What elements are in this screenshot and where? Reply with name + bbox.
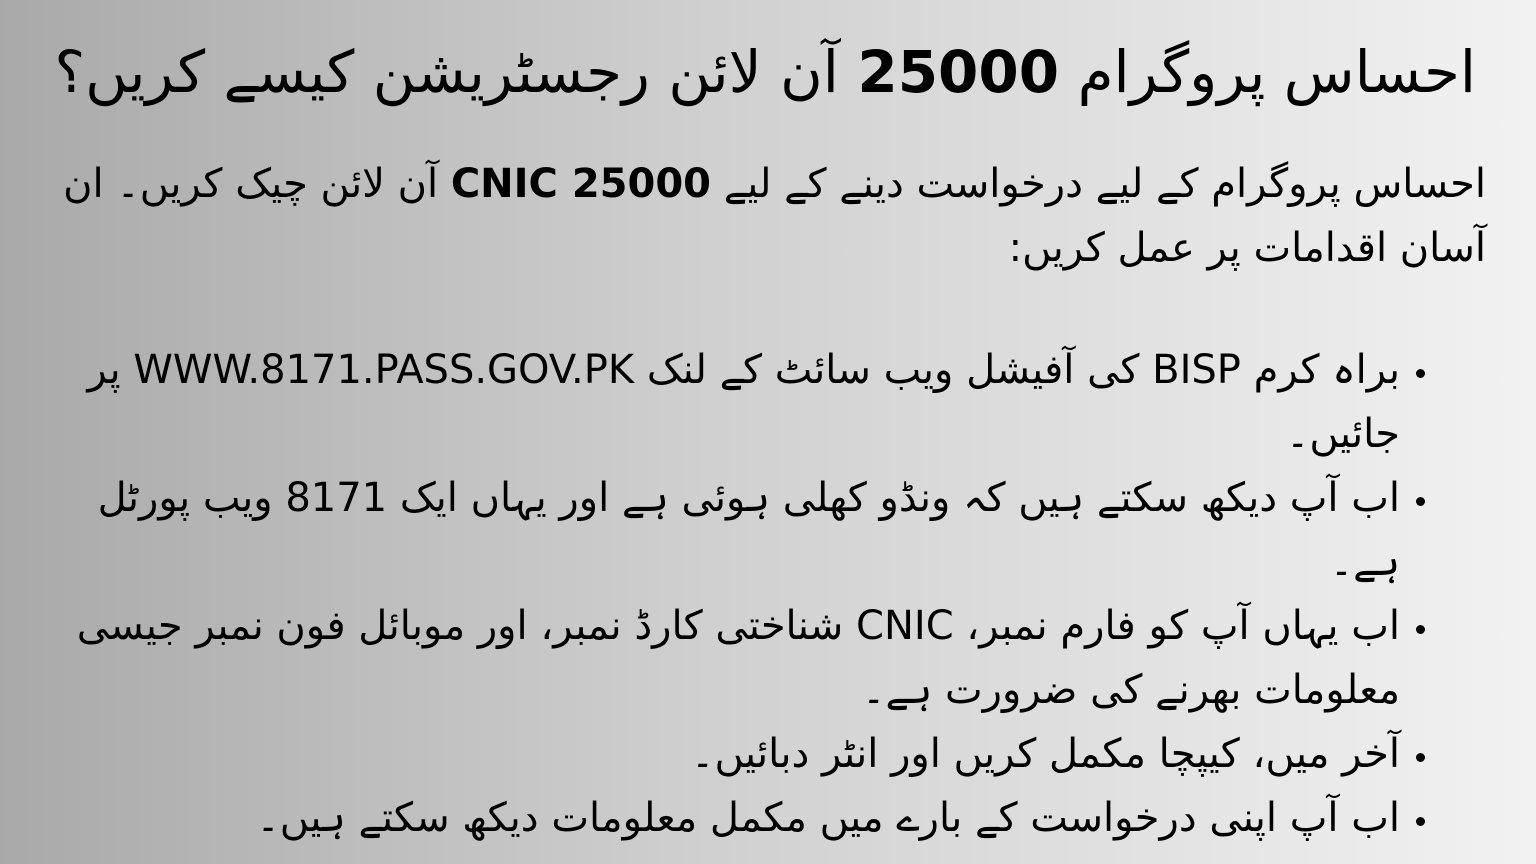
step-item (40, 338, 1400, 466)
step-item: • اب یہاں آپ کو فارم نمبر، CNIC شناختی کارڈ نمبر، اور موبائل فون نمبر جیسی معلومات بھرنے کی ضرورت ہے۔ (40, 594, 1400, 722)
step-text-start: براہ کرم (1253, 347, 1400, 393)
bisp-brand: BISP (1152, 347, 1241, 393)
intro-paragraph (50, 152, 1486, 280)
step-item: • اب آپ اپنی درخواست کے بارے میں مکمل معلومات دیکھ سکتے ہیں۔ (40, 786, 1400, 850)
title-text-start: احساس پروگرام (1077, 38, 1476, 106)
step-text-middle: کی آفیشل ویب سائٹ کے لنک (646, 347, 1140, 393)
step-item: • اب آپ دیکھ سکتے ہیں کہ ونڈو کھلی ہوئی ہے اور یہاں ایک 8171 ویب پورٹل ہے۔ (40, 466, 1400, 594)
steps-list (40, 338, 1436, 850)
step-text-end: پر جائیں۔ (87, 347, 1400, 457)
title-amount: 25000 (857, 38, 1060, 106)
title-text-end: آن لائن رجسٹریشن کیسے کریں؟ (54, 38, 839, 106)
page-title (40, 30, 1476, 114)
intro-text-start: احساس پروگرام کے لیے درخواست دینے کے لیے (723, 161, 1486, 207)
step-item: • آخر میں، کیپچا مکمل کریں اور انٹر دبائیں۔ (40, 722, 1400, 786)
intro-text-end: آن لائن چیک کریں۔ ان آسان اقدامات پر عمل کریں: (63, 161, 1486, 271)
intro-cnic-amount: CNIC 25000 (450, 161, 711, 207)
portal-link-text: WWW.8171.PASS.GOV.PK (133, 347, 635, 393)
